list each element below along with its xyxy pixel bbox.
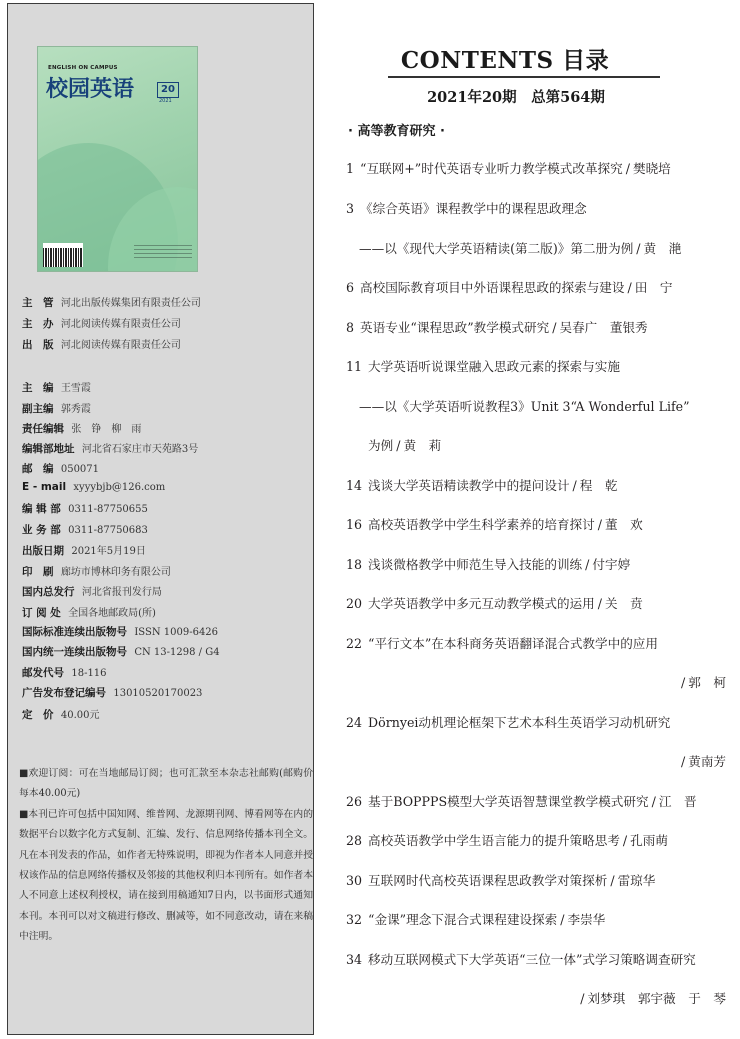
info-value: 0311-87750683	[68, 525, 148, 536]
heading-divider	[388, 76, 660, 78]
info-label: 邮发代号	[22, 667, 64, 679]
editorial-row	[22, 624, 218, 639]
toc-title: 高校国际教育项目中外语课程思政的探索与建设	[360, 280, 625, 295]
info-value: 廊坊市博林印务有限公司	[60, 567, 171, 578]
contents-heading: CONTENTS 目录	[400, 47, 610, 74]
toc-page-number: 11	[346, 359, 363, 374]
info-label: 编 辑 部	[22, 503, 61, 515]
toc-title: 浅谈大学英语精读教学中的提问设计	[368, 478, 570, 493]
toc-entry-author-line: / 黄南芳	[680, 754, 726, 769]
editorial-row	[22, 563, 171, 579]
toc-page-number: 28	[346, 833, 363, 848]
info-label: 出版日期	[22, 545, 64, 557]
toc-entry-author-line: / 刘梦琪 郭宇薇 于 琴	[580, 991, 726, 1006]
info-value: 13010520170023	[113, 688, 203, 699]
toc-author: 雷琼华	[617, 873, 656, 888]
info-label: 业 务 部	[22, 524, 61, 536]
toc-entry[interactable]: 1 “互联网+”时代英语专业听力教学模式改革探究 / 樊晓培	[346, 161, 671, 176]
toc-title: “平行文本”在本科商务英语翻译混合式教学中的应用	[368, 636, 658, 651]
toc-entry[interactable]: 18 浅谈微格教学中师范生导入技能的训练 / 付宇婷	[346, 557, 631, 572]
info-value: 张 铮 柳 雨	[71, 424, 142, 435]
section-title: · 高等教育研究 ·	[348, 124, 445, 139]
masthead-panel	[7, 3, 314, 1035]
toc-title: 基于BOPPPS模型大学英语智慧课堂教学模式研究	[368, 794, 649, 809]
info-label: 编辑部地址	[22, 443, 75, 455]
toc-page-number: 34	[346, 952, 363, 967]
toc-title: “互联网+”时代英语专业听力教学模式改革探究	[360, 161, 623, 176]
subscription-notice	[19, 764, 313, 948]
toc-entry[interactable]	[346, 356, 620, 375]
toc-author: 黄 滟	[643, 241, 682, 256]
editorial-row	[22, 542, 146, 558]
cover-year: 2021	[159, 98, 172, 104]
toc-entry[interactable]: 30 互联网时代高校英语课程思政教学对策探析 / 雷琼华	[346, 873, 656, 888]
toc-entry[interactable]: 6 高校国际教育项目中外语课程思政的探索与建设 / 田 宁	[346, 280, 673, 295]
publisher-row	[22, 315, 181, 331]
info-label: 定 价	[22, 709, 54, 721]
notice-paragraph: ■欢迎订阅：可在当地邮局订阅；也可汇款至本杂志社邮购(邮购价每本40.00元)	[19, 768, 313, 800]
toc-entry[interactable]: 32 “金课”理念下混合式课程建设探索 / 李崇华	[346, 912, 606, 927]
toc-page-number: 26	[346, 794, 363, 809]
info-label: 主 管	[22, 297, 54, 309]
toc-title: 《综合英语》课程教学中的课程思政理念	[360, 201, 587, 216]
info-value: 0311-87750655	[68, 504, 148, 515]
toc-author: 董 欢	[604, 517, 643, 532]
toc-author: 吴春广 董银秀	[559, 320, 648, 335]
toc-page-number: 14	[346, 478, 363, 493]
toc-author: 李崇华	[567, 912, 606, 927]
info-value: 河北出版传媒集团有限责任公司	[60, 298, 201, 309]
toc-title: 高校英语教学中学生语言能力的提升策略思考	[368, 833, 620, 848]
cover-issue-number: 20	[157, 82, 179, 98]
cover-title-english: ENGLISH ON CAMPUS	[48, 65, 118, 71]
toc-author: 刘梦琪 郭宇薇 于 琴	[587, 991, 726, 1006]
toc-title: 为例	[368, 438, 394, 453]
info-label: 订 阅 处	[22, 607, 61, 619]
info-value: ISSN 1009-6426	[134, 627, 219, 638]
cover-title-chinese: 校园英语	[46, 77, 135, 102]
editorial-row	[22, 440, 198, 456]
editorial-row	[22, 481, 165, 493]
info-label: E - mail	[22, 481, 67, 493]
editorial-row	[22, 379, 91, 395]
toc-author: 郭 柯	[688, 675, 726, 690]
info-value: 2021年5月19日	[71, 546, 146, 557]
toc-entry[interactable]: 20 大学英语教学中多元互动教学模式的运用 / 关 贲	[346, 596, 643, 611]
editorial-row	[22, 501, 148, 516]
publisher-row	[22, 336, 181, 352]
toc-entry[interactable]	[346, 949, 696, 968]
publisher-row	[22, 294, 201, 310]
info-value: 河北阅读传媒有限责任公司	[60, 340, 181, 351]
toc-entry-author-line: / 郭 柯	[680, 675, 726, 690]
toc-entry[interactable]: 28 高校英语教学中学生语言能力的提升策略思考 / 孔雨萌	[346, 833, 668, 848]
info-value: 河北省石家庄市天苑路3号	[81, 444, 199, 455]
info-label: 责任编辑	[22, 423, 64, 435]
toc-entry[interactable]	[346, 633, 658, 652]
toc-author: 黄 莉	[403, 438, 442, 453]
toc-title: 移动互联网模式下大学英语“三位一体”式学习策略调查研究	[368, 952, 696, 967]
info-label: 国际标准连续出版物号	[22, 626, 127, 638]
toc-page-number: 30	[346, 873, 363, 888]
toc-entry[interactable]: 16 高校英语教学中学生科学素养的培育探讨 / 董 欢	[346, 517, 643, 532]
toc-title: 大学英语教学中多元互动教学模式的运用	[368, 596, 595, 611]
info-value: 王雪霞	[60, 383, 91, 394]
toc-author: 付宇婷	[592, 557, 631, 572]
toc-title: ——以《大学英语听说教程3》Unit 3“A Wonderful Life”	[359, 399, 690, 414]
toc-entry[interactable]: 26 基于BOPPPS模型大学英语智慧课堂教学模式研究 / 江 晋	[346, 794, 697, 809]
info-value: 050071	[60, 464, 100, 475]
info-value: 河北省报刊发行局	[81, 587, 162, 598]
toc-title: 大学英语听说课堂融入思政元素的探索与实施	[368, 359, 620, 374]
info-value: xyyybjb@126.com	[73, 482, 166, 493]
info-value: 40.00元	[60, 710, 100, 721]
cover-fine-print	[134, 245, 192, 261]
toc-author: 樊晓培	[632, 161, 671, 176]
toc-title: “金课”理念下混合式课程建设探索	[368, 912, 558, 927]
toc-title: Dörnyei动机理论框架下艺术本科生英语学习动机研究	[368, 715, 671, 730]
editorial-row	[22, 420, 141, 436]
toc-entry-continuation: 为例 / 黄 莉	[368, 438, 442, 453]
editorial-row	[22, 461, 99, 476]
toc-entry[interactable]	[346, 712, 670, 731]
toc-page-number: 24	[346, 715, 363, 730]
issue-line: 2021年20期 总第564期	[427, 89, 605, 106]
info-label: 主 编	[22, 382, 54, 394]
toc-author: 田 宁	[634, 280, 673, 295]
info-value: CN 13-1298 / G4	[134, 647, 220, 658]
toc-page-number: 1	[346, 161, 355, 176]
toc-title: 浅谈微格教学中师范生导入技能的训练	[368, 557, 583, 572]
info-label: 国内总发行	[22, 586, 75, 598]
toc-author: 孔雨萌	[630, 833, 668, 848]
magazine-cover-image	[37, 46, 198, 272]
info-value: 18-116	[71, 668, 107, 679]
toc-page-number: 20	[346, 596, 363, 611]
toc-title: 英语专业“课程思政”教学模式研究	[360, 320, 550, 335]
toc-entry-continuation	[359, 396, 690, 415]
toc-entry[interactable]: 14 浅谈大学英语精读教学中的提问设计 / 程 乾	[346, 478, 618, 493]
toc-page-number: 22	[346, 636, 363, 651]
info-label: 印 刷	[22, 566, 54, 578]
info-value: 全国各地邮政局(所)	[68, 608, 156, 619]
toc-entry[interactable]: 8 英语专业“课程思政”教学模式研究 / 吴春广 董银秀	[346, 320, 648, 335]
toc-page-number: 18	[346, 557, 363, 572]
toc-page-number: 32	[346, 912, 363, 927]
editorial-row	[22, 665, 107, 680]
info-value: 河北阅读传媒有限责任公司	[60, 319, 181, 330]
toc-author: 江 晋	[658, 794, 697, 809]
info-label: 邮 编	[22, 463, 54, 475]
editorial-row	[22, 522, 148, 537]
info-label: 国内统一连续出版物号	[22, 646, 127, 658]
toc-author: 关 贲	[604, 596, 643, 611]
toc-page-number: 8	[346, 320, 355, 335]
editorial-row	[22, 583, 162, 599]
info-label: 主 办	[22, 318, 54, 330]
info-value: 郭秀霞	[60, 404, 91, 415]
toc-author: 黄南芳	[688, 754, 726, 769]
editorial-row	[22, 604, 156, 620]
editorial-row	[22, 644, 220, 659]
toc-entry-continuation: ——以《现代大学英语精读(第二版)》第二册为例 / 黄 滟	[359, 241, 682, 256]
toc-title: 互联网时代高校英语课程思政教学对策探析	[368, 873, 608, 888]
editorial-row	[22, 706, 99, 722]
info-label: 出 版	[22, 339, 54, 351]
toc-title: 高校英语教学中学生科学素养的培育探讨	[368, 517, 595, 532]
notice-paragraph: ■本刊已许可包括中国知网、维普网、龙源期刊网、博看网等在内的数据平台以数字化方式复制、汇编、发行、信息网络传播本刊全文。凡在本刊发表的作品，如作者无特殊说明，即视为作者本人同意并授权该作品的信息网络传播权及邻接的其他权利归本刊所有。如作者本人不同意上述权利授权，请在接到用稿通知7日内，以书面形式通知本刊。本刊可以对文稿进行修改、删减等，如不同意改动，请在来稿中注明。	[19, 808, 313, 943]
toc-page-number: 6	[346, 280, 355, 295]
toc-author: 程 乾	[579, 478, 618, 493]
toc-page-number: 16	[346, 517, 363, 532]
barcode-icon	[43, 243, 83, 267]
info-label: 副主编	[22, 403, 54, 415]
editorial-row	[22, 685, 202, 700]
toc-page-number: 3	[346, 201, 355, 216]
toc-entry[interactable]	[346, 198, 587, 217]
editorial-row	[22, 400, 91, 416]
info-label: 广告发布登记编号	[22, 687, 106, 699]
toc-title: ——以《现代大学英语精读(第二版)》第二册为例	[359, 241, 634, 256]
